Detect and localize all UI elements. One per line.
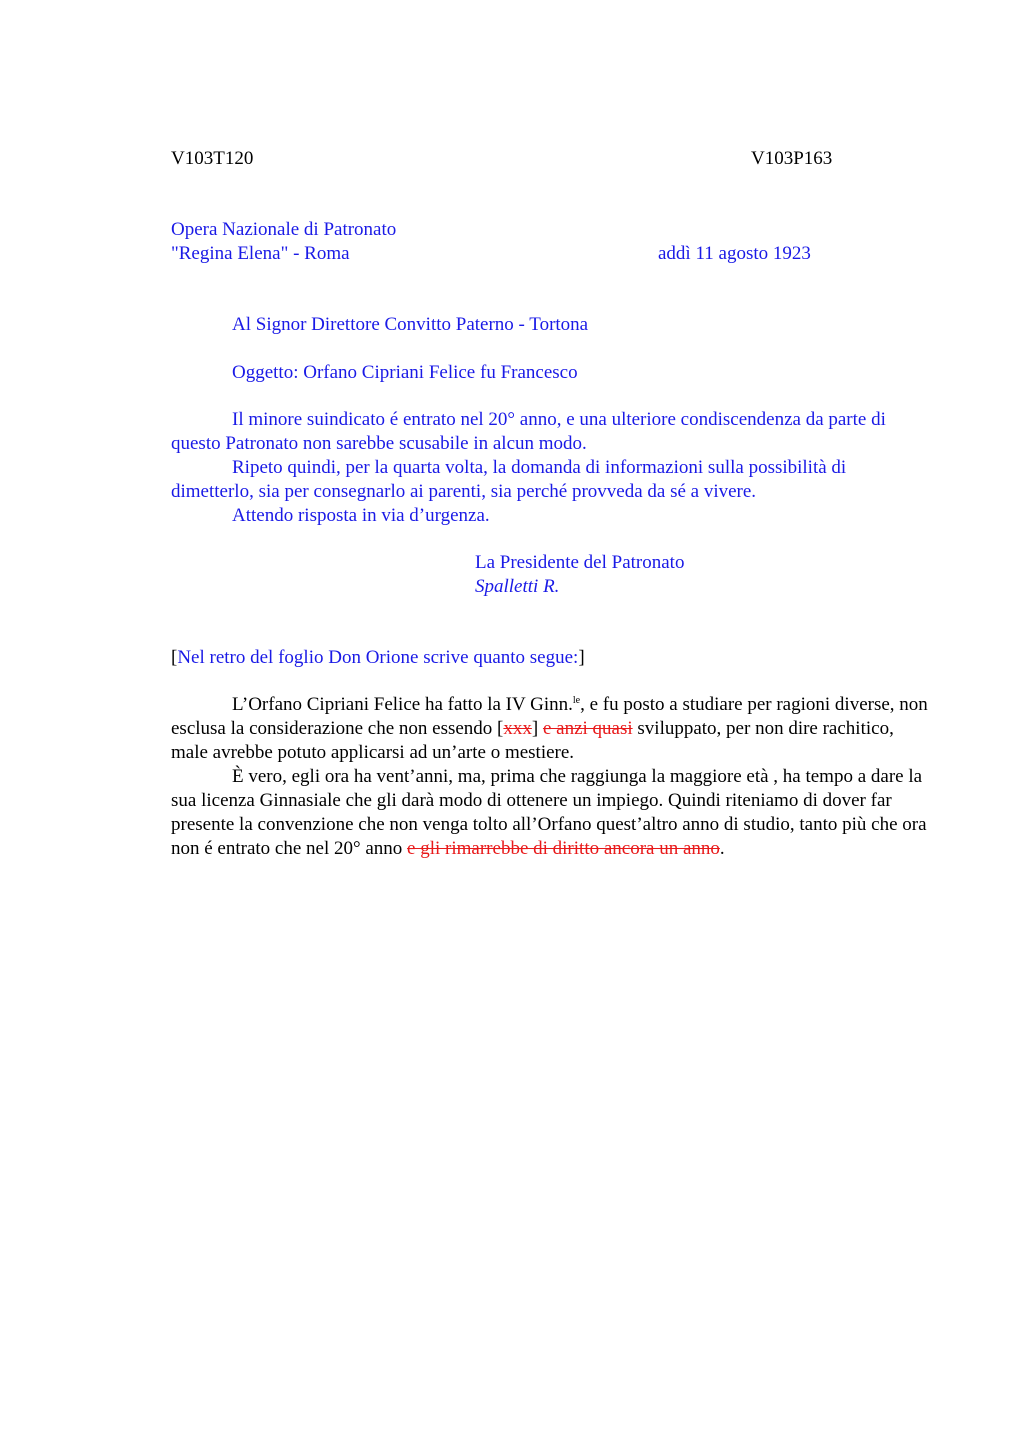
letter-paragraph-1: Il minore suindicato é entrato nel 20° anno, e una ulteriore condiscendenza da parte di questo Patronato non sarebbe scusabile in alcun modo. [171,409,886,454]
note-text: Nel retro del foglio Don Orione scrive quanto segue: [177,647,579,668]
archive-code-right: V103P163 [751,148,833,169]
deleted-text: xxx [503,718,532,739]
letter-date: addì 11 agosto 1923 [658,243,811,264]
reply-paragraph-2 [171,765,931,861]
reply-text: ] [531,718,543,739]
archive-code-left: V103T120 [171,148,254,169]
reply-paragraph-1 [171,693,931,765]
reply-superscript: le [572,695,581,706]
letter-paragraph-3: Attendo risposta in via d’urgenza. [232,505,490,526]
letter-paragraph-2: Ripeto quindi, per la quarta volta, la domanda di informazioni sulla possibilità di dimetterlo, sia per consegnarlo ai parenti, sia perché provveda da sé a vivere. [171,457,847,502]
reply-text: . [719,838,725,859]
deleted-text: e anzi quasi [542,718,633,739]
note-bracket-close: ] [578,647,585,668]
deleted-text: e gli rimarrebbe di diritto ancora un anno [407,838,720,859]
signature-name: Spalletti R. [475,576,560,597]
letter-subject: Oggetto: Orfano Cipriani Felice fu Francesco [232,362,578,383]
reply-text: L’Orfano Cipriani Felice ha fatto la IV Ginn. [232,694,573,715]
reply-text: sviluppato, per non dire rachitico, male avrebbe potuto applicarsi ad un’arte o mestiere. [171,718,894,763]
reply-text: È vero, egli ora ha vent’anni, ma, prima che raggiunga la maggiore età , ha tempo a dare la sua licenza Ginnasiale che gli darà modo di ottenere un impiego. Quindi riteniamo di dover far presente la convenzione che non venga tolto all’Orfano quest’altro anno di studio, tanto più che ora non é entrato che nel 20° anno [171,766,927,859]
note-bracket-open: [ [171,647,178,668]
signature-title: La Presidente del Patronato [475,552,685,573]
editorial-note [171,646,585,670]
reply-text: , e fu posto a studiare per ragioni diverse, non esclusa la considerazione che non essendo [ [171,694,928,739]
letter-recipient: Al Signor Direttore Convitto Paterno - Tortona [232,314,589,335]
sender-line-2: "Regina Elena" - Roma [171,243,350,264]
sender-line-1: Opera Nazionale di Patronato [171,219,397,240]
